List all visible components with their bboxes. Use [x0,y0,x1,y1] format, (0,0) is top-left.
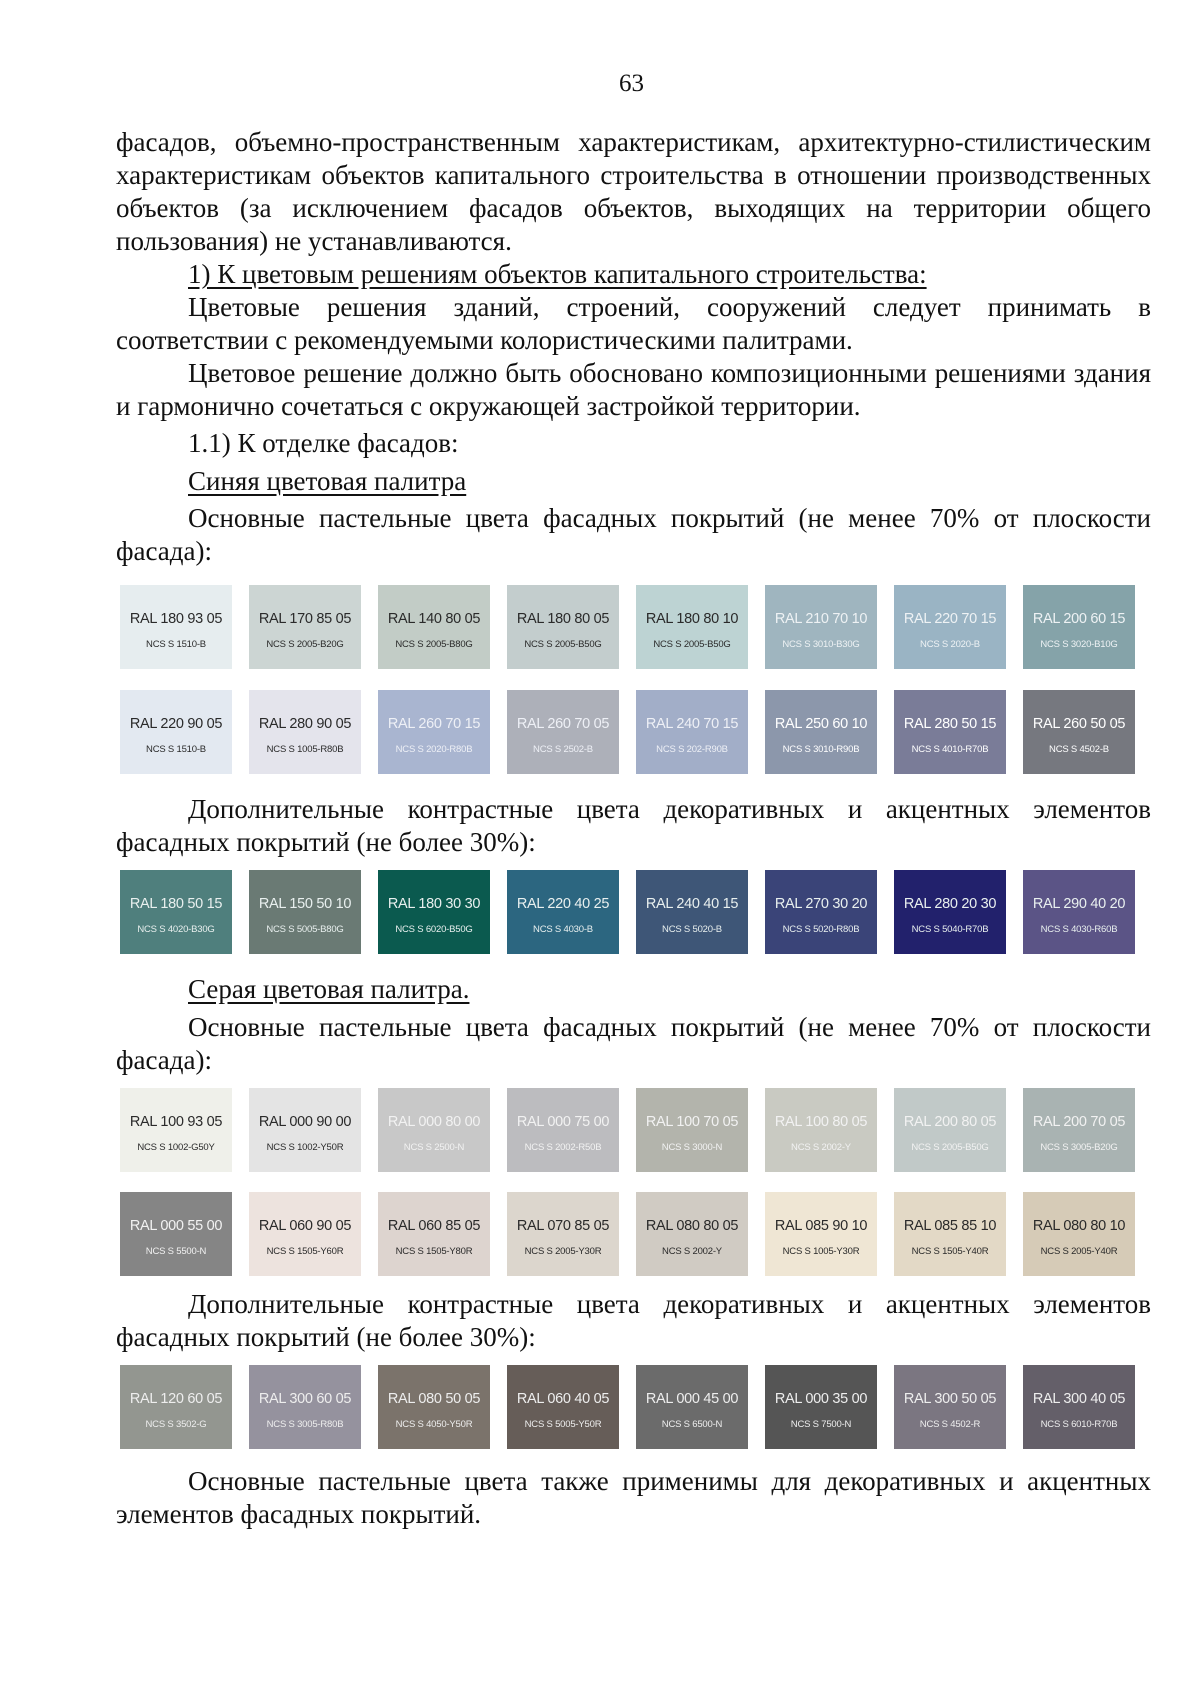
color-swatch [894,1088,1006,1172]
ral-code: RAL 000 80 00 [387,1114,481,1130]
ral-code: RAL 000 35 00 [774,1391,868,1407]
ral-code: RAL 250 60 10 [774,716,868,732]
ncs-code: NCS S 6020-B50G [395,924,473,935]
ncs-code: NCS S 1505-Y40R [911,1246,989,1257]
blue-palette-title-text: Синяя цветовая палитра [188,466,467,496]
ncs-code: NCS S 3010-B30G [782,639,860,650]
color-swatch [507,1088,619,1172]
ncs-code: NCS S 1505-Y60R [266,1246,344,1257]
ral-code: RAL 300 40 05 [1032,1391,1126,1407]
ral-code: RAL 300 50 05 [903,1391,997,1407]
color-swatch [120,585,232,669]
grey-accent-caption: Дополнительные контрастные цвета декоративных и акцентных элементов фасадных покрытий (не более 30%): [116,1289,1151,1352]
grey-palette-title-text: Серая цветовая палитра. [188,974,470,1004]
ral-code: RAL 260 70 05 [516,716,610,732]
grey-main-row-2 [120,1192,1150,1276]
paragraph-composition: Цветовое решение должно быть обосновано композиционными решениями здания и гармонично сочетаться с окружающей застройкой территории. [116,358,1151,421]
color-swatch [636,1192,748,1276]
ral-code: RAL 240 70 15 [645,716,739,732]
ral-code: RAL 100 70 05 [645,1114,739,1130]
color-swatch [249,1365,361,1449]
color-swatch [894,585,1006,669]
color-swatch [765,690,877,774]
ral-code: RAL 120 60 05 [129,1391,223,1407]
ncs-code: NCS S 3005-B20G [1040,1142,1118,1153]
color-swatch [765,1192,877,1276]
ncs-code: NCS S 202-R90B [656,744,728,755]
ral-code: RAL 085 90 10 [774,1218,868,1234]
color-swatch [1023,585,1135,669]
grey-accent-row [120,1365,1150,1449]
ncs-code: NCS S 2005-B50G [524,639,602,650]
ral-code: RAL 290 40 20 [1032,896,1126,912]
ral-code: RAL 220 70 15 [903,611,997,627]
color-swatch [636,870,748,954]
color-swatch [120,870,232,954]
color-swatch [507,870,619,954]
ral-code: RAL 180 50 15 [129,896,223,912]
ncs-code: NCS S 3005-R80B [266,1419,344,1430]
ncs-code: NCS S 2005-B50G [653,639,731,650]
color-swatch [894,870,1006,954]
ncs-code: NCS S 6500-N [661,1419,723,1430]
ncs-code: NCS S 3010-R90B [782,744,860,755]
ral-code: RAL 270 30 20 [774,896,868,912]
ral-code: RAL 000 55 00 [129,1218,223,1234]
paragraph-color-solutions: Цветовые решения зданий, строений, сооружений следует принимать в соответствии с рекомендуемыми колористическими палитрами. [116,292,1151,355]
color-swatch [249,585,361,669]
ral-code: RAL 100 93 05 [129,1114,223,1130]
ncs-code: NCS S 2005-B80G [395,639,473,650]
color-swatch [378,690,490,774]
ral-code: RAL 085 85 10 [903,1218,997,1234]
grey-main-row-1 [120,1088,1150,1172]
color-swatch [636,585,748,669]
heading-color-solutions [188,258,927,291]
blue-palette-title [188,465,466,498]
ral-code: RAL 000 75 00 [516,1114,610,1130]
ncs-code: NCS S 2500-N [403,1142,465,1153]
color-swatch [1023,1365,1135,1449]
ral-code: RAL 080 50 05 [387,1391,481,1407]
color-swatch [378,1088,490,1172]
ncs-code: NCS S 1002-G50Y [137,1142,215,1153]
color-swatch [507,1192,619,1276]
ral-code: RAL 150 50 10 [258,896,352,912]
ncs-code: NCS S 1510-B [146,639,206,650]
ral-code: RAL 180 80 10 [645,611,739,627]
blue-accent-row [120,870,1150,954]
color-swatch [378,1365,490,1449]
ncs-code: NCS S 4020-B30G [137,924,215,935]
color-swatch [1023,690,1135,774]
color-swatch [1023,1088,1135,1172]
heading-facade-finish: 1.1) К отделке фасадов: [188,428,459,458]
ral-code: RAL 260 50 05 [1032,716,1126,732]
ncs-code: NCS S 5005-Y50R [524,1419,602,1430]
ral-code: RAL 100 80 05 [774,1114,868,1130]
ncs-code: NCS S 5020-B [662,924,722,935]
color-swatch [249,1192,361,1276]
ncs-code: NCS S 2005-B50G [911,1142,989,1153]
color-swatch [894,1365,1006,1449]
color-swatch [894,690,1006,774]
blue-main-row-1 [120,585,1150,669]
ral-code: RAL 200 80 05 [903,1114,997,1130]
ral-code: RAL 200 70 05 [1032,1114,1126,1130]
color-swatch [765,1088,877,1172]
ncs-code: NCS S 2020-R80B [395,744,473,755]
color-swatch [636,1365,748,1449]
color-swatch [507,1365,619,1449]
ncs-code: NCS S 3000-N [661,1142,723,1153]
ncs-code: NCS S 4050-Y50R [395,1419,473,1430]
color-swatch [636,1088,748,1172]
color-swatch [120,1088,232,1172]
ncs-code: NCS S 2002-R50B [524,1142,602,1153]
ncs-code: NCS S 2002-Y [662,1246,722,1257]
ral-code: RAL 180 30 30 [387,896,481,912]
intro-paragraph: фасадов, объемно-пространственным характеристикам, архитектурно-стилистическим характеристикам объектов капитального строительства в отношении производственных объектов (за исключением фасадов объектов, выходящих на территории общего пользования) не устанавливаются. [116,127,1151,256]
color-swatch [378,585,490,669]
ral-code: RAL 060 40 05 [516,1391,610,1407]
ral-code: RAL 180 80 05 [516,611,610,627]
grey-palette-title [188,973,469,1006]
ncs-code: NCS S 2502-B [533,744,593,755]
ncs-code: NCS S 1005-R80B [266,744,344,755]
color-swatch [249,1088,361,1172]
grey-main-caption: Основные пастельные цвета фасадных покрытий (не менее 70% от плоскости фасада): [116,1012,1151,1075]
ral-code: RAL 080 80 10 [1032,1218,1126,1234]
color-swatch [120,1192,232,1276]
ral-code: RAL 000 45 00 [645,1391,739,1407]
ral-code: RAL 280 90 05 [258,716,352,732]
color-swatch [120,690,232,774]
color-swatch [636,690,748,774]
heading-color-solutions-text: 1) К цветовым решениям объектов капитального строительства: [188,259,927,289]
color-swatch [1023,870,1135,954]
ral-code: RAL 000 90 00 [258,1114,352,1130]
ral-code: RAL 300 60 05 [258,1391,352,1407]
ncs-code: NCS S 2002-Y [791,1142,851,1153]
color-swatch [378,1192,490,1276]
ral-code: RAL 280 50 15 [903,716,997,732]
blue-accent-caption: Дополнительные контрастные цвета декоративных и акцентных элементов фасадных покрытий (не более 30%): [116,794,1151,857]
ral-code: RAL 210 70 10 [774,611,868,627]
ncs-code: NCS S 3502-G [145,1419,207,1430]
color-swatch [765,585,877,669]
ncs-code: NCS S 4502-R [919,1419,981,1430]
ncs-code: NCS S 5005-B80G [266,924,344,935]
color-swatch [894,1192,1006,1276]
ral-code: RAL 240 40 15 [645,896,739,912]
ncs-code: NCS S 2005-Y30R [524,1246,602,1257]
blue-main-caption: Основные пастельные цвета фасадных покрытий (не менее 70% от плоскости фасада): [116,503,1151,566]
ncs-code: NCS S 2005-Y40R [1040,1246,1118,1257]
ncs-code: NCS S 4010-R70B [911,744,989,755]
ral-code: RAL 220 90 05 [129,716,223,732]
ral-code: RAL 170 85 05 [258,611,352,627]
color-swatch [507,690,619,774]
ral-code: RAL 060 85 05 [387,1218,481,1234]
ncs-code: NCS S 4030-R60B [1040,924,1118,935]
ral-code: RAL 070 85 05 [516,1218,610,1234]
color-swatch [1023,1192,1135,1276]
ncs-code: NCS S 1005-Y30R [782,1246,860,1257]
ncs-code: NCS S 7500-N [790,1419,852,1430]
color-swatch [765,1365,877,1449]
blue-main-row-2 [120,690,1150,774]
color-swatch [249,690,361,774]
ral-code: RAL 220 40 25 [516,896,610,912]
page-number: 63 [619,70,644,97]
ral-code: RAL 140 80 05 [387,611,481,627]
color-swatch [120,1365,232,1449]
ncs-code: NCS S 5500-N [145,1246,207,1257]
ncs-code: NCS S 1505-Y80R [395,1246,473,1257]
ral-code: RAL 280 20 30 [903,896,997,912]
color-swatch [249,870,361,954]
ncs-code: NCS S 4030-B [533,924,593,935]
color-swatch [378,870,490,954]
color-swatch [765,870,877,954]
ncs-code: NCS S 1510-B [146,744,206,755]
ral-code: RAL 260 70 15 [387,716,481,732]
ral-code: RAL 180 93 05 [129,611,223,627]
ncs-code: NCS S 4502-B [1049,744,1109,755]
ral-code: RAL 060 90 05 [258,1218,352,1234]
ral-code: RAL 200 60 15 [1032,611,1126,627]
ncs-code: NCS S 2020-B [920,639,980,650]
closing-paragraph: Основные пастельные цвета также применимы для декоративных и акцентных элементов фасадных покрытий. [116,1466,1151,1529]
ncs-code: NCS S 6010-R70B [1040,1419,1118,1430]
ncs-code: NCS S 5040-R70B [911,924,989,935]
ncs-code: NCS S 2005-B20G [266,639,344,650]
ncs-code: NCS S 5020-R80B [782,924,860,935]
ncs-code: NCS S 1002-Y50R [266,1142,344,1153]
ral-code: RAL 080 80 05 [645,1218,739,1234]
ncs-code: NCS S 3020-B10G [1040,639,1118,650]
color-swatch [507,585,619,669]
